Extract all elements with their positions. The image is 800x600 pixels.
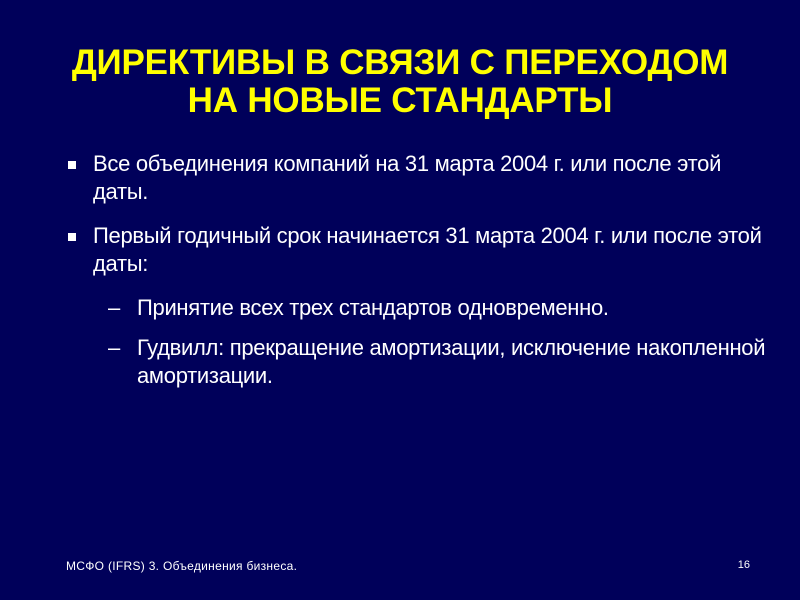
slide-title	[40, 44, 760, 120]
bullet-text: Первый годичный срок начинается 31 марта 2004 г. или после этой даты:	[93, 223, 762, 276]
sub-bullet-item	[66, 334, 766, 390]
slide-title-line-1: ДИРЕКТИВЫ В СВЯЗИ С ПЕРЕХОДОМ	[71, 43, 729, 82]
footer-text: МСФО (IFRS) 3. Объединения бизнеса.	[66, 559, 298, 573]
bullet-item	[66, 222, 766, 278]
bullet-item	[66, 150, 766, 206]
sub-bullet-item	[66, 294, 766, 322]
page-number: 16	[737, 559, 750, 571]
square-bullet-icon	[68, 161, 76, 169]
sub-bullet-text: Гудвилл: прекращение амортизации, исключение накопленной амортизации.	[137, 335, 766, 388]
bullet-text: Все объединения компаний на 31 марта 2004 г. или после этой даты.	[93, 151, 722, 204]
dash-bullet-icon: –	[108, 335, 120, 360]
slide-body	[66, 150, 766, 402]
square-bullet-icon	[68, 233, 76, 241]
slide-title-line-2: НА НОВЫЕ СТАНДАРТЫ	[187, 81, 613, 120]
sub-bullet-text: Принятие всех трех стандартов одновременно.	[137, 295, 609, 320]
dash-bullet-icon: –	[108, 295, 120, 320]
